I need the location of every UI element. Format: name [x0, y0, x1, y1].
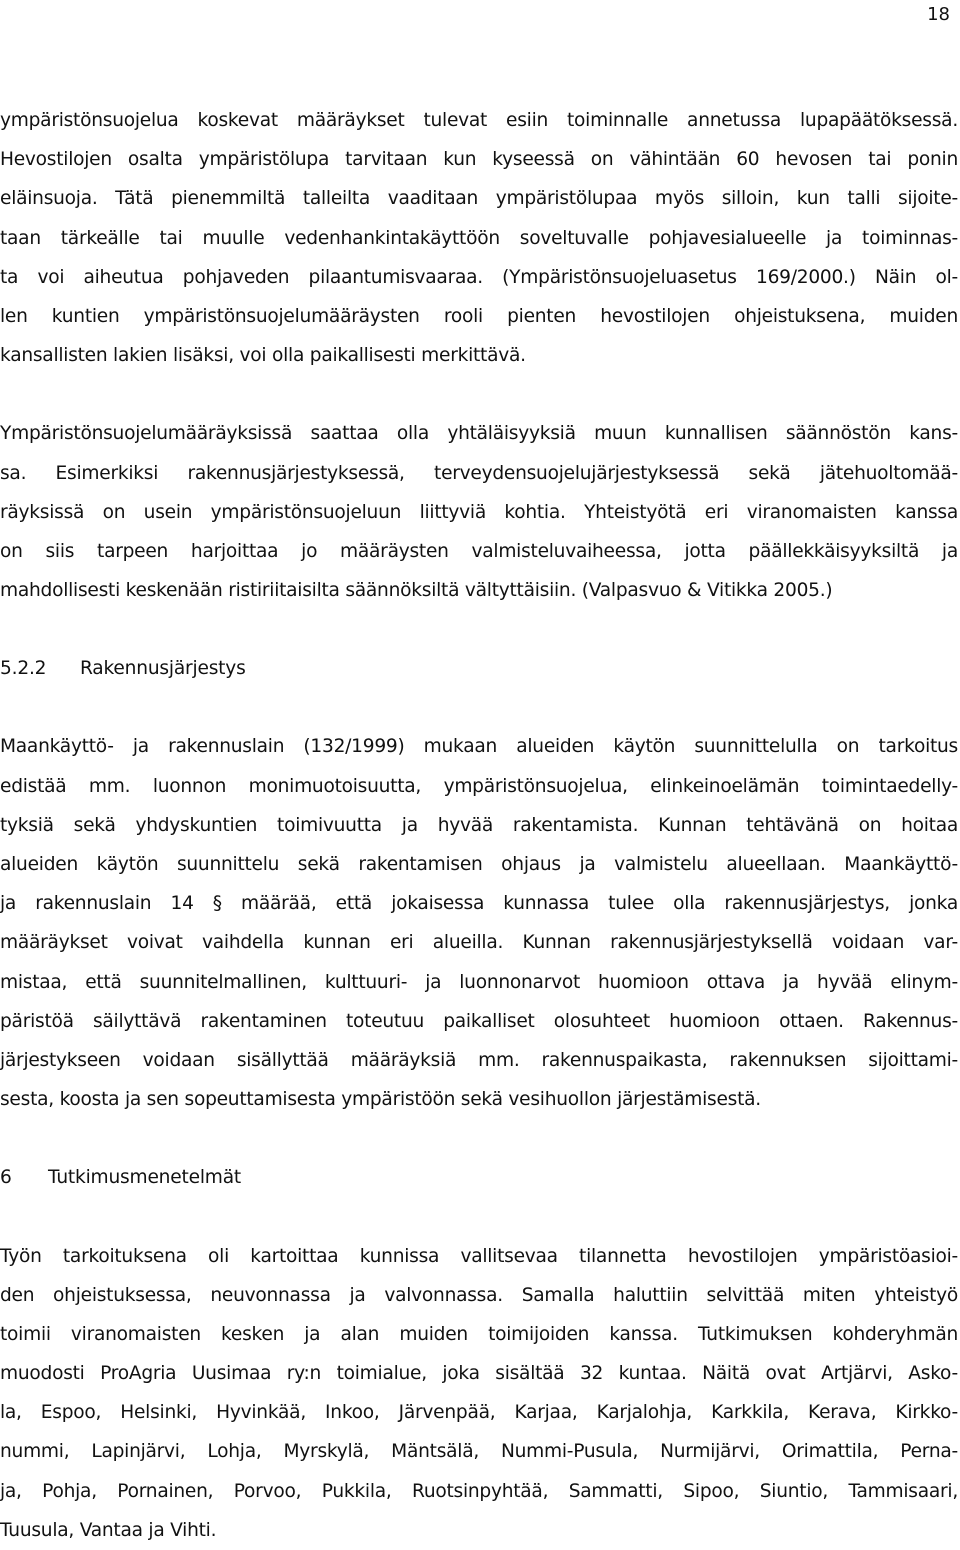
- section-heading-rakennusjarjestys: [0, 649, 958, 688]
- text-line: Hevostilojen osalta ympäristölupa tarvitaan kun kyseessä on vähintään 60 hevosen tai ponin: [0, 140, 958, 179]
- text-line: sa. Esimerkiksi rakennusjärjestyksessä, terveydensuojelujärjestyksessä sekä jätehuoltomää-: [0, 454, 958, 493]
- text-line: on siis tarpeen harjoittaa jo määräysten valmisteluvaiheessa, jotta päällekkäisyyksiltä ja: [0, 532, 958, 571]
- text-line: kansallisten lakien lisäksi, voi olla paikallisesti merkittävä.: [0, 336, 958, 375]
- text-line: räyksissä on usein ympäristönsuojeluun liittyviä kohtia. Yhteistyötä eri viranomaisten kanssa: [0, 493, 958, 532]
- text-line: toimii viranomaisten kesken ja alan muiden toimijoiden kanssa. Tutkimuksen kohderyhmän: [0, 1315, 958, 1354]
- text-line: tyksiä sekä yhdyskuntien toimivuutta ja hyvää rakentamista. Kunnan tehtävänä on hoitaa: [0, 806, 958, 845]
- text-line: ja rakennuslain 14 § määrää, että jokaisessa kunnassa tulee olla rakennusjärjestys, jonka: [0, 884, 958, 923]
- text-line: den ohjeistuksessa, neuvonnassa ja valvonnassa. Samalla haluttiin selvittää miten yhteistyö: [0, 1276, 958, 1315]
- text-line: alueiden käytön suunnittelu sekä rakentamisen ohjaus ja valmistelu alueellaan. Maankäyttö-: [0, 845, 958, 884]
- paragraph-regulation-overlap: [0, 414, 958, 610]
- document-body: [0, 101, 958, 1550]
- text-line: taan tärkeälle tai muulle vedenhankintakäyttöön soveltuvalle pohjavesialueelle ja toiminnas-: [0, 219, 958, 258]
- text-line: mahdollisesti keskenään ristiriitaisilta säännöksiltä vältyttäisiin. (Valpasvuo & Vitikka 2005.): [0, 571, 958, 610]
- text-line: Työn tarkoituksena oli kartoittaa kunnissa vallitsevaa tilannetta hevostilojen ympäristöasioi-: [0, 1237, 958, 1276]
- text-line: muodosti ProAgria Uusimaa ry:n toimialue, joka sisältää 32 kuntaa. Näitä ovat Artjärvi, Asko-: [0, 1354, 958, 1393]
- text-line: ta voi aiheutua pohjaveden pilaantumisvaaraa. (Ympäristönsuojeluasetus 169/2000.) Näin ol-: [0, 258, 958, 297]
- page-number: 18: [927, 4, 950, 26]
- paragraph-environmental-permit: [0, 101, 958, 375]
- text-line: nummi, Lapinjärvi, Lohja, Myrskylä, Mäntsälä, Nummi-Pusula, Nurmijärvi, Orimattila, Perna-: [0, 1432, 958, 1471]
- text-line: Maankäyttö- ja rakennuslain (132/1999) mukaan alueiden käytön suunnittelulla on tarkoitus: [0, 727, 958, 766]
- text-line: järjestykseen voidaan sisällyttää määräyksiä mm. rakennuspaikasta, rakennuksen sijoittami-: [0, 1041, 958, 1080]
- section-number: 6: [0, 1158, 48, 1197]
- text-line: Ympäristönsuojelumääräyksissä saattaa olla yhtäläisyyksiä muun kunnallisen säännöstön kans-: [0, 414, 958, 453]
- text-line: len kuntien ympäristönsuojelumääräysten rooli pienten hevostilojen ohjeistuksena, muiden: [0, 297, 958, 336]
- text-line: mistaa, että suunnitelmallinen, kulttuuri- ja luonnonarvot huomioon ottava ja hyvää elinym-: [0, 963, 958, 1002]
- text-line: eläinsuoja. Tätä pienemmiltä talleilta vaaditaan ympäristölupaa myös silloin, kun talli sijoite-: [0, 179, 958, 218]
- text-line: määräykset voivat vaihdella kunnan eri alueilla. Kunnan rakennusjärjestyksellä voidaan var-: [0, 923, 958, 962]
- text-line: Tuusula, Vantaa ja Vihti.: [0, 1511, 958, 1550]
- text-line: la, Espoo, Helsinki, Hyvinkää, Inkoo, Järvenpää, Karjaa, Karjalohja, Karkkila, Kerava, Kirkko-: [0, 1393, 958, 1432]
- section-heading-tutkimusmenetelmat: [0, 1158, 958, 1197]
- text-line: edistää mm. luonnon monimuotoisuutta, ympäristönsuojelua, elinkeinoelämän toimintaedelly-: [0, 767, 958, 806]
- text-line: ympäristönsuojelua koskevat määräykset tulevat esiin toiminnalle annetussa lupapäätöksessä.: [0, 101, 958, 140]
- section-number: 5.2.2: [0, 649, 80, 688]
- paragraph-building-code: [0, 727, 958, 1119]
- text-line: ja, Pohja, Pornainen, Porvoo, Pukkila, Ruotsinpyhtää, Sammatti, Sipoo, Siuntio, Tammisaari,: [0, 1472, 958, 1511]
- text-line: päristöä säilyttävä rakentaminen toteutuu paikalliset olosuhteet huomioon ottaen. Rakennus-: [0, 1002, 958, 1041]
- section-title: Tutkimusmenetelmät: [48, 1167, 241, 1188]
- paragraph-research-methods: [0, 1237, 958, 1550]
- text-line: sesta, koosta ja sen sopeuttamisesta ympäristöön sekä vesihuollon järjestämisestä.: [0, 1080, 958, 1119]
- section-title: Rakennusjärjestys: [80, 658, 246, 679]
